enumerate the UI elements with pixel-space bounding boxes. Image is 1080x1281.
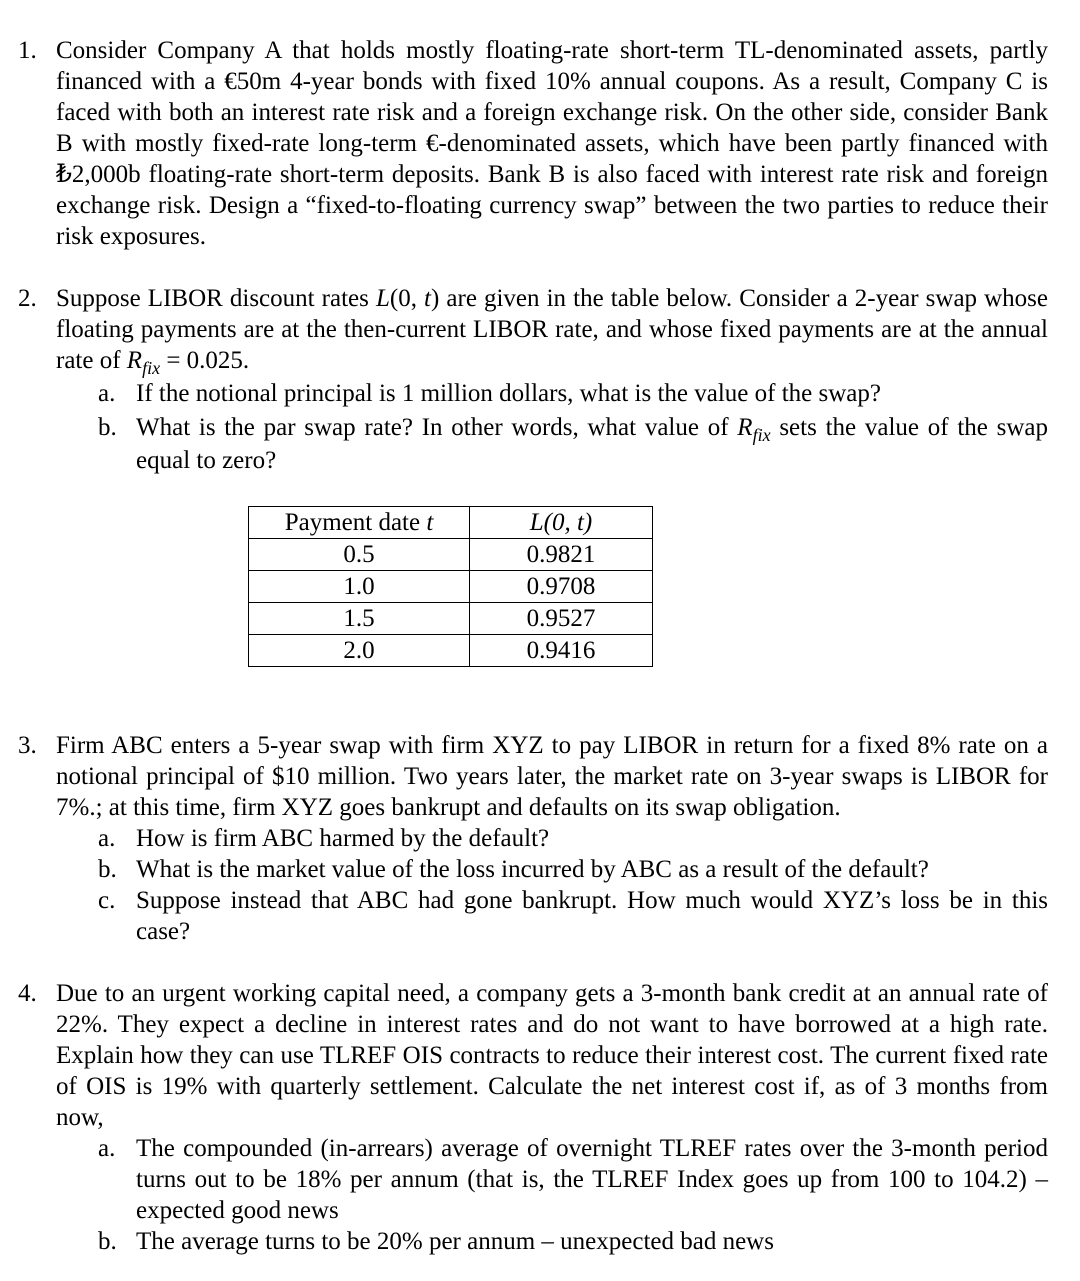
question-text: Due to an urgent working capital need, a company gets a 3-month bank credit at an annual rate of 22%. They expect a decline in interest rates and do not want to have borrowed at a high rate. Explain how they can use TLREF OIS contracts to reduce their interest cost. The current fixed rate of OIS is 19% with quarterly settlement. Calculate the net interest cost if, as of 3 months from now, [56,980,1048,1131]
question-text: Suppose LIBOR discount rates L(0, t) are given in the table below. Consider a 2-year swap whose floating payments are at the then-current LIBOR rate, and whose fixed payments are at the annual rate of $R_{fix} = 0.025$. [56,285,1049,378]
question-2 [18,283,1048,476]
table-row: 1.5 0.9527 [249,603,653,635]
question-text: Consider Company A that holds mostly floating-rate short-term TL-denominated assets, partly financed with a €50m 4-year bonds with fixed 10% annual coupons. As a result, Company C is faced with both an interest rate risk and a foreign exchange risk. On the other side, consider Bank B with mostly fixed-rate long-term €-denominated assets, which have been partly financed with ₺2,000b floating-rate short-term deposits. Bank B is also faced with interest rate risk and foreign exchange risk. Design a “fixed-to-floating currency swap” between the two parties to reduce their risk exposures. [56,37,1048,250]
subquestion-b: b. What is the market value of the loss incurred by ABC as a result of the default? [98,856,929,883]
subquestion-c: c. Suppose instead that ABC had gone bankrupt. How much would XYZ’s loss be in this case? [98,887,1048,945]
table-row: 2.0 0.9416 [249,635,653,667]
subquestion-a: a. How is firm ABC harmed by the default? [98,825,550,852]
question-3 [18,730,1048,947]
subquestion-a: a. If the notional principal is 1 million dollars, what is the value of the swap? [98,380,881,407]
libor-table [248,506,653,667]
table-header-row [249,507,653,539]
subquestion-b: b. What is the par swap rate? In other words, what value of $R_{fix}$ sets the value of the swap equal to zero? [98,414,1048,474]
table-row: 0.5 0.9821 [249,539,653,571]
payment-date-header: Payment date t [249,507,470,539]
question-number: 1. [18,37,37,64]
discount-header: L(0, t) [470,507,653,539]
subquestion-a: a. The compounded (in-arrears) average of overnight TLREF rates over the 3-month period turns out to be 18% per annum (that is, the TLREF Index goes up from 100 to 104.2) – expected good news [98,1135,1048,1224]
question-number: 3. [18,732,37,759]
table-row: 1.0 0.9708 [249,571,653,603]
question-1 [18,35,1048,252]
subquestion-b: b. The average turns to be 20% per annum – unexpected bad news [98,1228,774,1255]
question-number: 2. [18,285,37,312]
question-4 [18,978,1048,1257]
question-text: Firm ABC enters a 5-year swap with firm XYZ to pay LIBOR in return for a fixed 8% rate on a notional principal of $10 million. Two years later, the market rate on 3-year swaps is LIBOR for 7%.; at this time, firm XYZ goes bankrupt and defaults on its swap obligation. [56,732,1048,821]
question-number: 4. [18,980,37,1007]
